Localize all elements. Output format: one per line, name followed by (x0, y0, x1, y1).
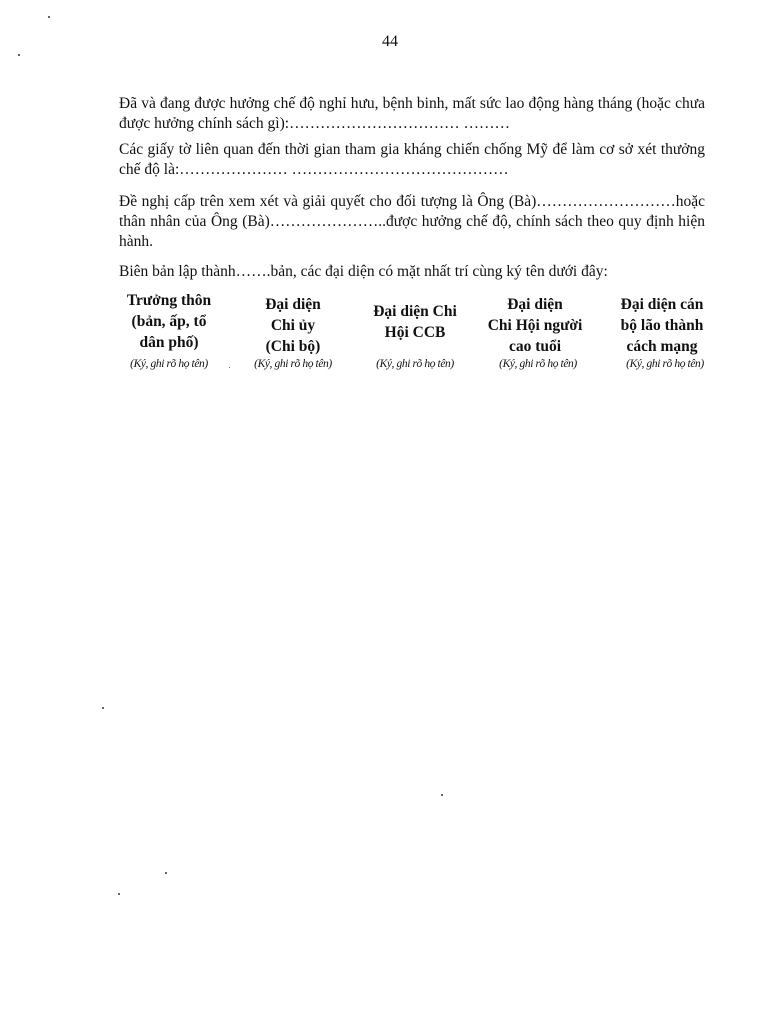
signature-note: (Ký, ghi rõ họ tên) (499, 358, 577, 370)
signature-note: (Ký, ghi rõ họ tên) (376, 358, 454, 370)
scan-speck (441, 794, 443, 796)
scan-speck (48, 16, 50, 18)
signatory-veterans-association (356, 301, 474, 343)
scan-speck (102, 707, 104, 709)
paragraph-documents: Các giấy tờ liên quan đến thời gian tham gia kháng chiến chống Mỹ để làm cơ sở xét thưởng chế độ là:………………… …………………………………… (119, 141, 705, 178)
paragraph-proposal: Đề nghị cấp trên xem xét và giải quyết cho đối tượng là Ông (Bà)………………………hoặc thân nhân của Ông (Bà)…………………..được hưởng chế độ, chính sách theo quy định hiện hành. (119, 193, 705, 250)
scan-speck (165, 872, 167, 874)
signatory-revolutionary-veterans (600, 294, 724, 357)
signature-note: (Ký, ghi rõ họ tên) (130, 358, 208, 370)
signatory-title: Đại diện Chi ủy (Chi bộ) (265, 296, 321, 355)
signatory-village-head (110, 290, 228, 353)
signatory-elderly-association (474, 294, 596, 357)
signatory-title: Đại diện cán bộ lão thành cách mạng (620, 296, 704, 355)
scan-speck (229, 367, 230, 368)
signatory-party-cell (236, 294, 350, 357)
paragraph-pension-status: Đã và đang được hưởng chế độ nghỉ hưu, bệnh binh, mất sức lao động hàng tháng (hoặc chưa được hưởng chính sách gì):…………………………… ……… (119, 95, 705, 132)
signatory-title: Đại diện Chi Hội người cao tuổi (487, 296, 583, 355)
page-number: 44 (382, 33, 398, 50)
signature-note: (Ký, ghi rõ họ tên) (254, 358, 332, 370)
scan-speck (18, 54, 20, 56)
signatory-title: Trưởng thôn (bản, ấp, tổ dân phố) (126, 292, 212, 351)
signatory-title: Đại diện Chi Hội CCB (373, 303, 457, 341)
paragraph-record-copies: Biên bản lập thành…….bản, các đại diện có mặt nhất trí cùng ký tên dưới đây: (119, 263, 608, 280)
scan-speck (118, 893, 120, 895)
signature-note: (Ký, ghi rõ họ tên) (626, 358, 704, 370)
